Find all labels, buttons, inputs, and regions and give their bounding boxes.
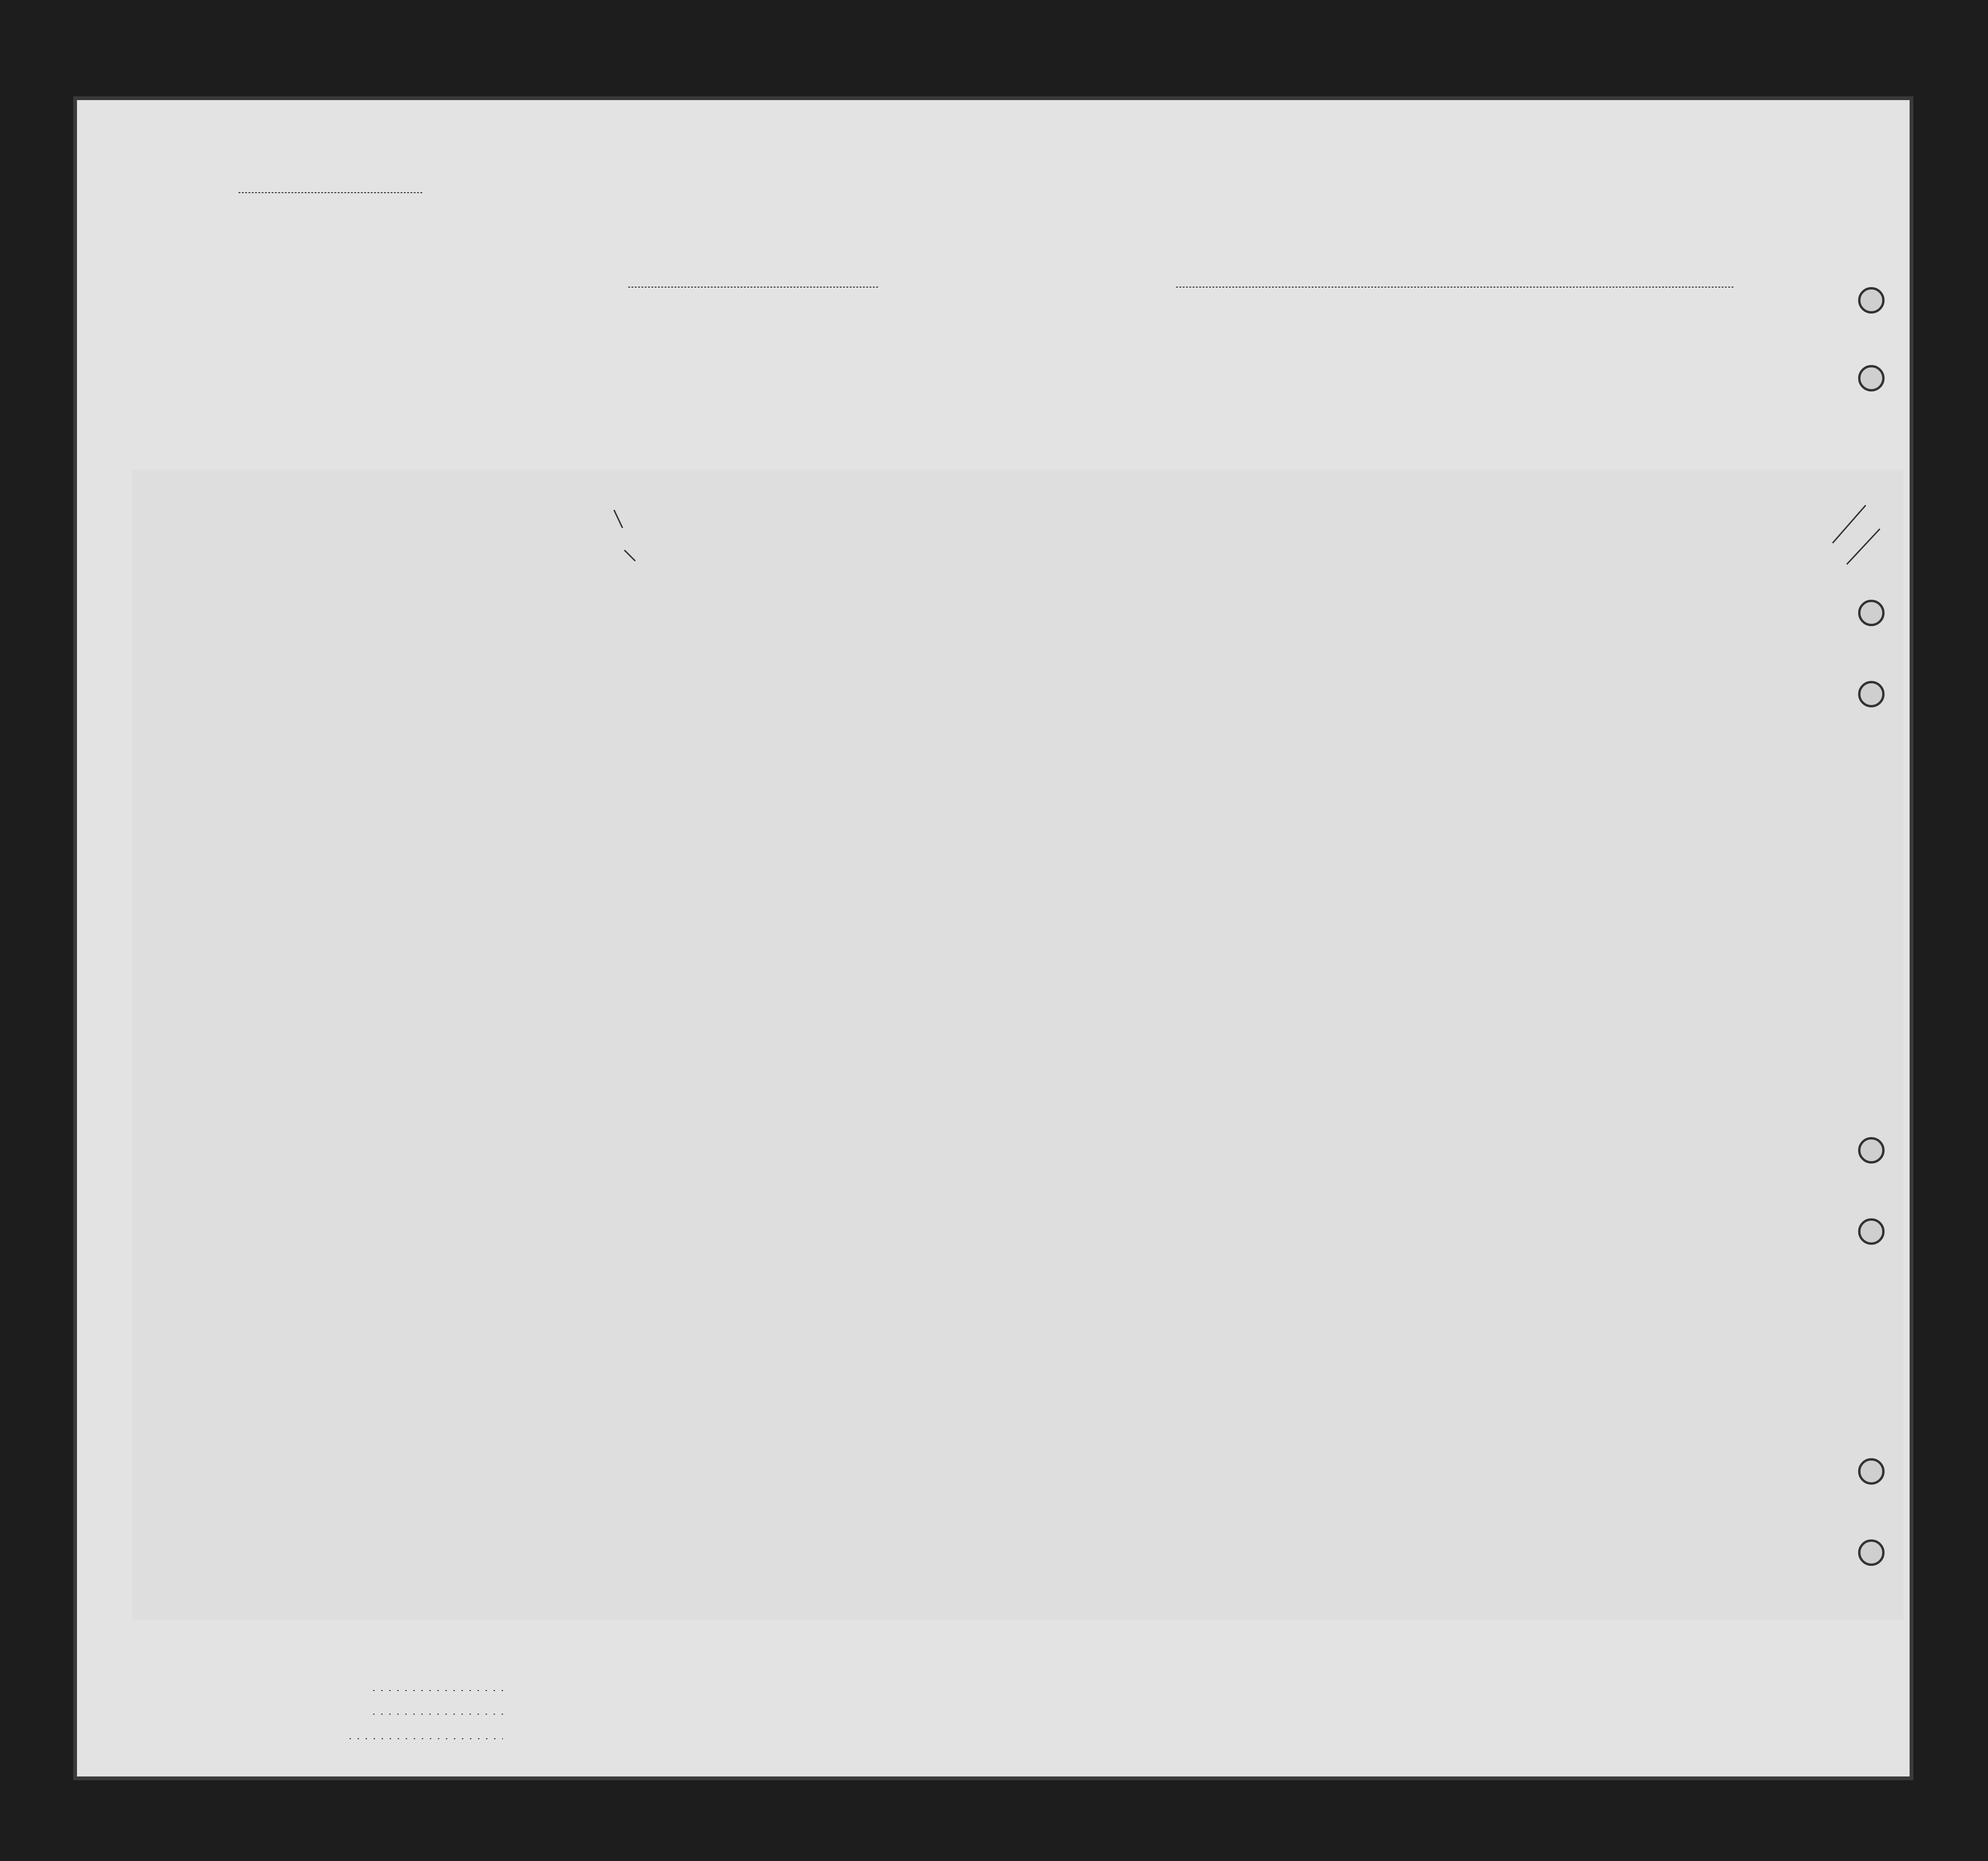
res-city-header-box (1745, 406, 1835, 449)
binder-hole (1858, 600, 1885, 626)
binder-hole (1858, 365, 1885, 391)
binder-hole (1858, 681, 1885, 707)
birth-city-header-box (1218, 409, 1300, 447)
visa-header-box (1305, 359, 1395, 401)
verification-header-box (1549, 366, 1660, 408)
table-body-area (132, 470, 1903, 1620)
visa-note-box (1305, 409, 1395, 451)
nationality-header-box (942, 378, 1015, 430)
binder-hole (1858, 1137, 1885, 1164)
head-tax-note-box (188, 406, 249, 449)
footer-totals (350, 1691, 503, 1739)
read-language-header-box (809, 416, 904, 449)
binder-hole (1858, 1539, 1885, 1566)
column-headers (188, 359, 1835, 451)
binder-hole (1858, 1218, 1885, 1245)
binder-hole (1858, 287, 1885, 314)
binder-hole (1858, 1458, 1885, 1485)
calling-header-box (697, 387, 766, 425)
verification-note-box (1554, 411, 1655, 444)
